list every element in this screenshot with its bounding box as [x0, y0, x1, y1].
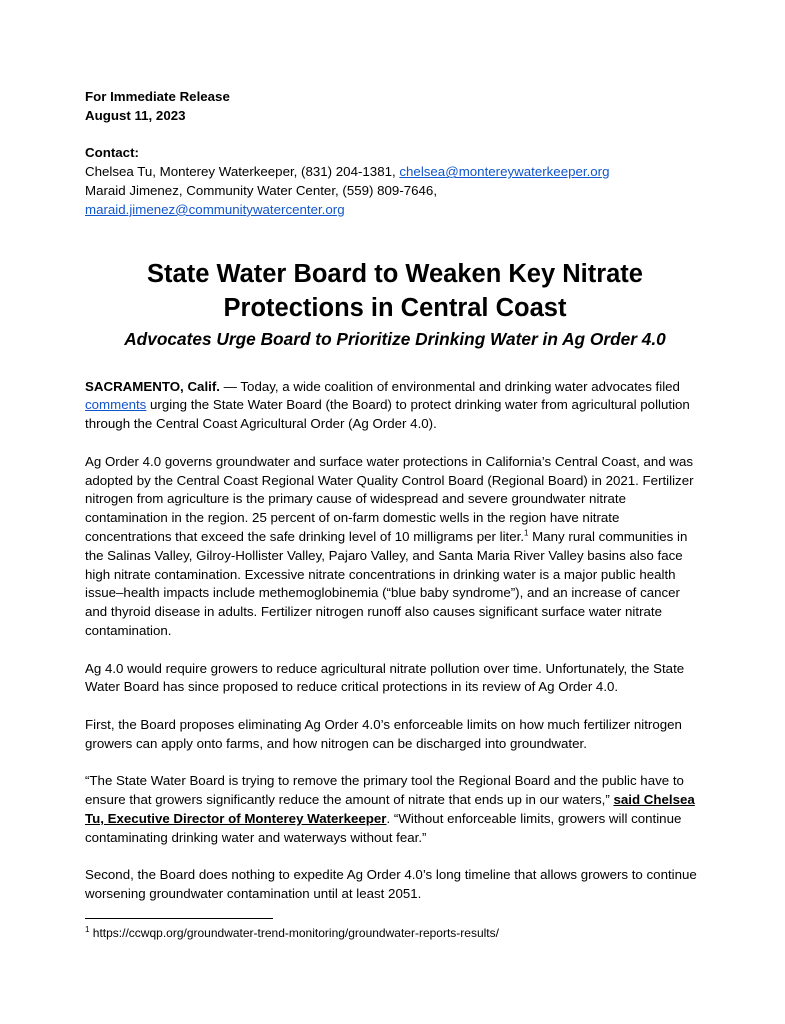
contact-line-1: Chelsea Tu, Monterey Waterkeeper, (831) 204-1381, chelsea@montereywaterkeeper.org — [85, 164, 610, 180]
footnote-divider — [85, 918, 273, 919]
press-release-page — [85, 88, 705, 941]
paragraph-4: First, the Board proposes eliminating Ag Order 4.0’s enforceable limits on how much fertilizer nitrogen growers can apply onto farms, and how nitrogen can be discharged into groundwater. — [85, 716, 682, 751]
footnote-url: https://ccwqp.org/groundwater-trend-monitoring/groundwater-reports-results/ — [89, 925, 499, 940]
headline: State Water Board to Weaken Key Nitrate Protections in Central Coast — [147, 259, 643, 322]
paragraph-1: SACRAMENTO, Calif. — Today, a wide coalition of environmental and drinking water advocates filed comments urging the State Water Board (the Board) to protect drinking water from agricultural pollution through the Central Coast Agricultural Order (Ag Order 4.0). — [85, 378, 690, 432]
paragraph-2: Ag Order 4.0 governs groundwater and surface water protections in California’s Central Coast, and was adopted by the Central Coast Regional Water Quality Control Board (Regional Board) in 2021. Fertilizer nitrogen from agriculture is the primary cause of widespread and severe groundwater nitrate contamination in the region. 25 percent of on-farm domestic wells in the region have nitrate concentrations that exceed the safe drinking level of 10 milligrams per liter.$^1$ Many rural communities in the Salinas Valley, Gilroy-Hollister Valley, Pajaro Valley, and Santa Maria River Valley basins also face high nitrate contamination. Excessive nitrate concentrations in drinking water is a major public health issue–health impacts include methemoglobinemia (“blue baby syndrome”), and an increase of cancer and thyroid disease in adults. Fertilizer nitrogen runoff also causes significant surface water nitrate contamination. — [85, 453, 694, 638]
dateline: SACRAMENTO, Calif. — [85, 378, 220, 394]
footnote-ref[interactable]: 1 — [524, 528, 529, 538]
paragraph-3: Ag 4.0 would require growers to reduce agricultural nitrate pollution over time. Unfortunately, the State Water Board has since proposed to reduce critical protections in its review of Ag Order 4.0. — [85, 660, 685, 695]
quote-attribution-link[interactable]: said Chelsea Tu, Executive Director of Monterey Waterkeeper — [85, 792, 695, 826]
paragraph-5: “The State Water Board is trying to remove the primary tool the Regional Board and the public have to ensure that growers significantly reduce the amount of nitrate that ends up in our waters,” said Chelsea Tu, Executive Director of Monterey Waterkeeper. “Without enforceable limits, growers will continue contaminating drinking water and waterways without fear.” — [85, 773, 695, 845]
contact-line-2: Maraid Jimenez, Community Water Center, (559) 809-7646, — [85, 182, 438, 198]
subheadline: Advocates Urge Board to Prioritize Drinking Water in Ag Order 4.0 — [124, 328, 666, 349]
comments-link[interactable]: comments — [85, 397, 147, 413]
contact-email-link-1[interactable]: chelsea@montereywaterkeeper.org — [399, 164, 610, 180]
release-label: For Immediate Release — [85, 89, 230, 104]
paragraph-6: Second, the Board does nothing to expedite Ag Order 4.0’s long timeline that allows growers to continue worsening groundwater contamination until at least 2051. — [85, 867, 697, 902]
contact-label: Contact: — [85, 145, 139, 161]
footnote: $^1$ https://ccwqp.org/groundwater-trend-monitoring/groundwater-reports-results/ — [85, 924, 499, 940]
contact-email-link-2[interactable]: maraid.jimenez@communitywatercenter.org — [85, 201, 345, 217]
release-date: August 11, 2023 — [85, 107, 186, 123]
